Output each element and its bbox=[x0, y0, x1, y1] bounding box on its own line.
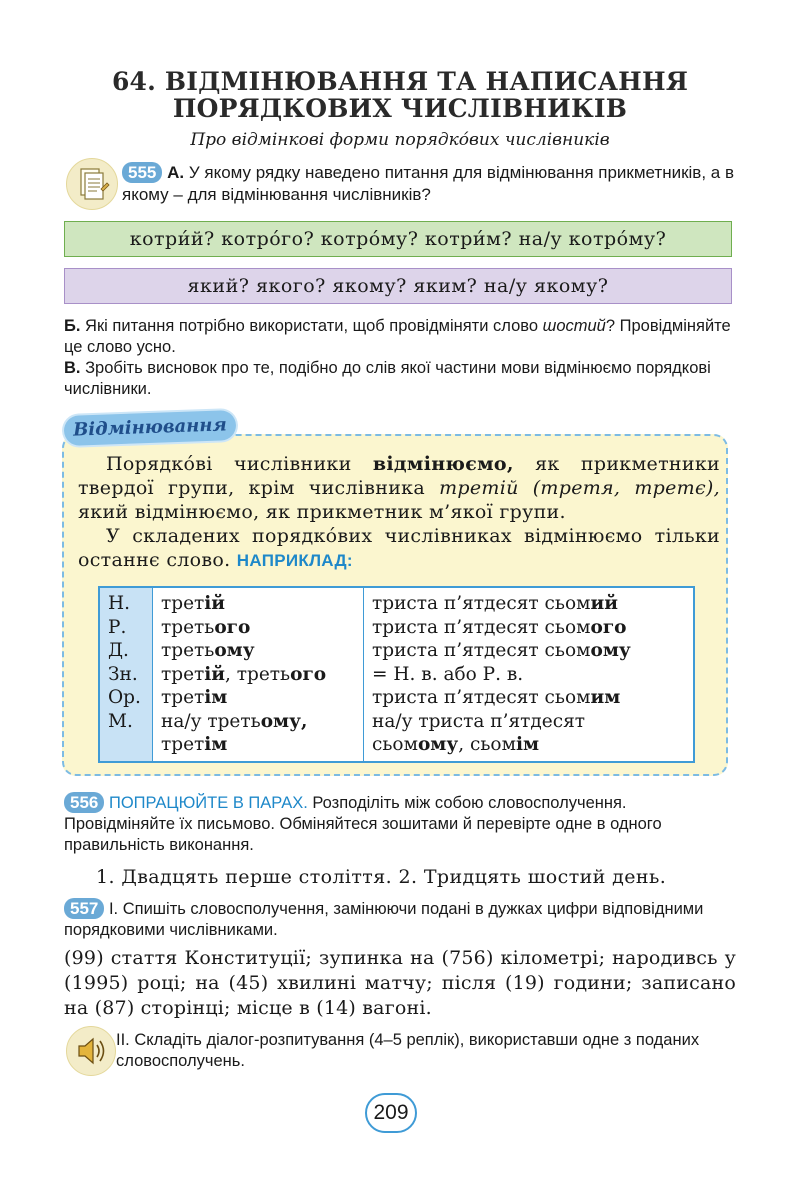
stem: трет bbox=[161, 687, 205, 708]
cell-form bbox=[161, 592, 357, 616]
ending: ій bbox=[204, 663, 226, 685]
ending: ім bbox=[515, 734, 540, 755]
stem: на/у треть bbox=[161, 710, 261, 732]
ordinal-questions-row: котри́й? котро́го? котро́му? котри́м? на/у котро́му? bbox=[64, 221, 732, 257]
rule-text-part: У складених порядко́вих числівниках відмінюємо тільки останнє слово. bbox=[78, 525, 720, 571]
cell-form bbox=[161, 686, 357, 710]
stem: триста п’ятдесят сьом bbox=[372, 640, 591, 661]
stem: сьом bbox=[372, 734, 418, 755]
case-label: Зн. bbox=[108, 663, 138, 685]
rule-text-part: як прикметники твердої групи, крім числівника bbox=[78, 453, 720, 499]
rule-text-italic: третій (третя, третє), bbox=[439, 477, 720, 499]
ending: ім bbox=[204, 687, 228, 708]
cell-form bbox=[161, 733, 357, 757]
ending: ого bbox=[590, 616, 627, 638]
stem: триста п’ятдесят сьом bbox=[372, 593, 591, 614]
question-b-text: Які питання потрібно використати, щоб провідміняти слово bbox=[85, 317, 539, 335]
case-label: Н. bbox=[108, 593, 131, 614]
rule-text-bold: відмінюємо, bbox=[372, 453, 514, 475]
exercise-555-question-a bbox=[122, 162, 738, 206]
stem: трет bbox=[161, 593, 205, 614]
cell-form bbox=[372, 639, 687, 663]
exercise-number-badge: 557 bbox=[64, 898, 104, 919]
cell-form bbox=[161, 639, 357, 663]
question-b-text-end: ? Провідміняйте це слово усно. bbox=[64, 317, 731, 356]
ending: ому bbox=[214, 640, 255, 661]
ending: ому bbox=[590, 640, 631, 661]
ending: ого bbox=[290, 663, 327, 685]
question-b-word: шостий bbox=[542, 317, 606, 335]
rule-text bbox=[78, 452, 720, 573]
adjective-questions-row: який? якого? якому? яким? на/у якому? bbox=[64, 268, 732, 304]
ending: ій bbox=[204, 593, 226, 614]
question-b bbox=[64, 316, 734, 358]
cell-form bbox=[372, 733, 687, 757]
case-label: Ор. bbox=[108, 687, 141, 708]
ending: ого bbox=[214, 616, 251, 638]
stem: = Н. в. або Р. в. bbox=[372, 663, 524, 685]
label-v: В. bbox=[64, 359, 81, 377]
stem: треть bbox=[161, 616, 215, 638]
stem: , треть bbox=[225, 663, 291, 685]
stem: триста п’ятдесят сьом bbox=[372, 616, 591, 638]
label-b: Б. bbox=[64, 317, 81, 335]
third-column bbox=[153, 587, 364, 762]
table-row bbox=[99, 587, 694, 762]
stem: треть bbox=[161, 640, 215, 661]
exercise-557-example: (99) стаття Конституції; зупинка на (756) кілометрі; народивсь у (1995) році; на (45) хвилині матчу; після (19) години; записано на (87) сторінці; місце в (14) вагоні. bbox=[64, 947, 736, 1019]
cell-form bbox=[161, 616, 357, 640]
exercise-555-questions-b-v bbox=[64, 316, 734, 400]
page-title: 64. ВІДМІНЮВАННЯ ТА НАПИСАННЯ ПОРЯДКОВИХ ЧИСЛІВНИКІВ bbox=[111, 67, 689, 123]
ending: ім bbox=[204, 734, 228, 755]
question-v bbox=[64, 358, 734, 400]
cell-form bbox=[372, 686, 687, 710]
cell-form bbox=[372, 710, 687, 734]
exercise-556-text: Розподіліть між собою словосполучення. Провідміняйте їх письмово. Обміняйтеся зошитами й перевірте одне в одного правильність виконання. bbox=[64, 794, 662, 854]
exercise-556 bbox=[64, 792, 734, 856]
case-label: Д. bbox=[108, 640, 129, 661]
compound-column bbox=[364, 587, 695, 762]
stem: трет bbox=[161, 663, 205, 685]
exercise-556-example: 1. Двадцять перше століття. 2. Тридцять шостий день. bbox=[96, 866, 667, 888]
case-label: М. bbox=[108, 710, 133, 732]
exercise-556-lead: ПОПРАЦЮЙТЕ В ПАРАХ. bbox=[108, 794, 308, 812]
stem: триста п’ятдесят сьом bbox=[372, 687, 591, 708]
cell-form bbox=[372, 663, 687, 687]
ending: ому bbox=[417, 734, 459, 755]
exercise-557-part2: ІІ. Складіть діалог-розпитування (4–5 реплік), використавши одне з поданих словосполучень. bbox=[116, 1031, 700, 1070]
ending: ому, bbox=[260, 710, 308, 732]
page-number: 209 bbox=[365, 1093, 417, 1133]
speaker-icon bbox=[66, 1026, 116, 1076]
ending: ий bbox=[590, 593, 618, 614]
question-a-text: У якому рядку наведено питання для відмінювання прикметників, а в якому – для відмінювання числівників? bbox=[122, 163, 734, 204]
notebook-icon bbox=[66, 158, 118, 210]
rule-paragraph-1 bbox=[78, 452, 720, 524]
label-a: А. bbox=[167, 163, 185, 182]
case-column bbox=[99, 587, 153, 762]
stem: трет bbox=[161, 734, 205, 755]
rule-text-part: Порядко́ві числівники bbox=[106, 453, 373, 475]
exercise-557-part1: І. Спишіть словосполучення, замінюючи подані в дужках цифри відповідними порядковими числівниками. bbox=[64, 900, 704, 939]
cell-form bbox=[161, 710, 357, 734]
declension-table bbox=[98, 586, 695, 763]
example-note: НАПРИКЛАД: bbox=[236, 551, 353, 570]
rule-tab: Відмінювання bbox=[64, 410, 237, 446]
stem: , сьом bbox=[458, 734, 516, 755]
cell-form bbox=[372, 616, 687, 640]
cell-form bbox=[161, 663, 357, 687]
question-v-text: Зробіть висновок про те, подібно до слів якої частини мови відмінюємо порядкові числівники. bbox=[64, 359, 711, 398]
exercise-number-badge: 556 bbox=[64, 792, 104, 813]
rule-text-part: який відмінюємо, як прикметник м’якої групи. bbox=[78, 501, 566, 523]
rule-paragraph-2 bbox=[78, 524, 720, 573]
section-subtitle: Про відмінкові форми порядко́вих числівників bbox=[190, 130, 610, 150]
case-label: Р. bbox=[108, 616, 127, 638]
exercise-557 bbox=[64, 898, 734, 941]
exercise-number-badge: 555 bbox=[122, 162, 162, 183]
cell-form bbox=[372, 592, 687, 616]
ending: им bbox=[590, 687, 621, 708]
stem: на/у триста п’ятдесят bbox=[372, 710, 585, 732]
